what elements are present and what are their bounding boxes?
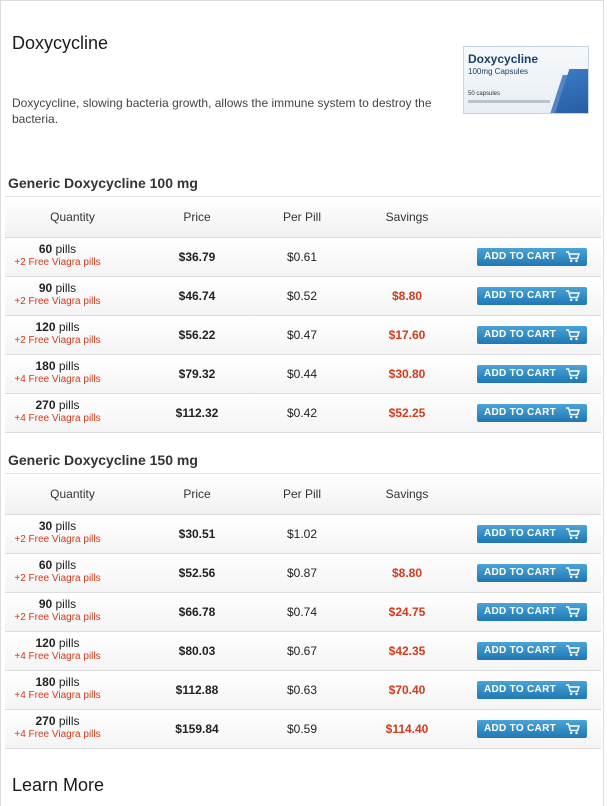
add-to-cart-label: ADD TO CART: [484, 723, 557, 734]
add-to-cart-button[interactable]: [477, 603, 587, 621]
quantity-cell: [5, 675, 110, 702]
bonus-offer: +2 Free Viagra pills: [14, 573, 101, 584]
pill-unit: pills: [55, 398, 80, 412]
shopping-cart-icon: [566, 528, 580, 540]
quantity-text: [5, 558, 110, 572]
per-pill-cell: $0.42: [286, 406, 318, 420]
shopping-cart-icon: [566, 368, 580, 380]
table-row: [5, 710, 601, 749]
table-row: [5, 277, 601, 316]
shopping-cart-icon: [566, 723, 580, 735]
pill-unit: pills: [55, 675, 80, 689]
price-cell: $56.22: [178, 328, 216, 342]
pill-count: 90: [38, 597, 53, 611]
price-cell: $112.88: [175, 683, 219, 697]
add-to-cart-button[interactable]: [477, 642, 587, 660]
add-to-cart-label: ADD TO CART: [484, 645, 557, 656]
shopping-cart-icon: [566, 329, 580, 341]
quantity-text: [5, 398, 110, 412]
header-per-pill: Per Pill: [282, 210, 321, 224]
price-table-100mg: [5, 196, 601, 433]
price-cell: $30.51: [178, 527, 216, 541]
table-row: [5, 632, 601, 671]
pill-count: 270: [35, 714, 56, 728]
section-title-100mg: Generic Doxycycline 100 mg: [8, 175, 198, 191]
shopping-cart-icon: [566, 251, 580, 263]
pill-unit: pills: [55, 320, 80, 334]
shopping-cart-icon: [566, 290, 580, 302]
price-cell: $46.74: [178, 289, 216, 303]
per-pill-cell: $0.74: [286, 605, 318, 619]
price-cell: $52.56: [178, 566, 216, 580]
price-cell: $36.79: [178, 250, 216, 264]
add-to-cart-label: ADD TO CART: [484, 407, 557, 418]
header-price: Price: [183, 487, 211, 501]
package-fine-print: [468, 100, 550, 103]
per-pill-cell: $0.47: [286, 328, 318, 342]
quantity-text: [5, 359, 110, 373]
per-pill-cell: $0.44: [286, 367, 318, 381]
add-to-cart-button[interactable]: [477, 404, 587, 422]
add-to-cart-label: ADD TO CART: [484, 329, 557, 340]
pill-count: 270: [35, 398, 56, 412]
header-quantity: Quantity: [50, 210, 95, 224]
add-to-cart-button[interactable]: [477, 365, 587, 383]
pill-unit: pills: [52, 242, 77, 256]
table-row: [5, 515, 601, 554]
per-pill-cell: $0.52: [286, 289, 318, 303]
pill-count: 90: [38, 281, 53, 295]
pill-count: 180: [35, 359, 56, 373]
savings-cell: $8.80: [391, 566, 423, 580]
quantity-text: [5, 636, 110, 650]
add-to-cart-button[interactable]: [477, 720, 587, 738]
quantity-cell: [5, 398, 110, 425]
pill-count: 60: [38, 242, 53, 256]
bonus-offer: +4 Free Viagra pills: [14, 651, 101, 662]
savings-cell: $70.40: [388, 683, 426, 697]
add-to-cart-label: ADD TO CART: [484, 567, 557, 578]
savings-cell: $24.75: [388, 605, 426, 619]
pill-unit: pills: [52, 281, 77, 295]
pill-unit: pills: [55, 359, 80, 373]
add-to-cart-label: ADD TO CART: [484, 528, 557, 539]
header-per-pill: Per Pill: [282, 487, 321, 501]
quantity-text: [5, 714, 110, 728]
shopping-cart-icon: [566, 606, 580, 618]
savings-cell: $8.80: [391, 289, 423, 303]
pill-unit: pills: [52, 519, 77, 533]
header-savings: Savings: [385, 487, 429, 501]
add-to-cart-label: ADD TO CART: [484, 251, 557, 262]
table-header: [5, 473, 601, 515]
quantity-cell: [5, 320, 110, 347]
pill-count: 120: [35, 320, 56, 334]
header-quantity: Quantity: [50, 487, 95, 501]
table-row: [5, 238, 601, 277]
price-cell: $159.84: [175, 722, 219, 736]
product-image: [463, 46, 589, 114]
savings-cell: $52.25: [388, 406, 426, 420]
pill-unit: pills: [55, 714, 80, 728]
shopping-cart-icon: [566, 567, 580, 579]
price-cell: $112.32: [175, 406, 219, 420]
package-dose: 100mg Capsules: [468, 67, 529, 76]
quantity-cell: [5, 597, 110, 624]
table-row: [5, 671, 601, 710]
quantity-cell: [5, 281, 110, 308]
bonus-offer: +2 Free Viagra pills: [14, 296, 101, 307]
per-pill-cell: $0.87: [286, 566, 318, 580]
quantity-text: [5, 675, 110, 689]
add-to-cart-button[interactable]: [477, 287, 587, 305]
pill-count: 180: [35, 675, 56, 689]
header-savings: Savings: [385, 210, 429, 224]
per-pill-cell: $0.61: [286, 250, 318, 264]
per-pill-cell: $0.63: [286, 683, 318, 697]
price-cell: $66.78: [178, 605, 216, 619]
shopping-cart-icon: [566, 684, 580, 696]
quantity-text: [5, 320, 110, 334]
table-row: [5, 316, 601, 355]
bonus-offer: +4 Free Viagra pills: [14, 413, 101, 424]
shopping-cart-icon: [566, 407, 580, 419]
per-pill-cell: $1.02: [286, 527, 318, 541]
product-description: Doxycycline, slowing bacteria growth, allows the immune system to destroy the bacteria.: [12, 96, 432, 126]
per-pill-cell: $0.59: [286, 722, 318, 736]
add-to-cart-label: ADD TO CART: [484, 606, 557, 617]
pill-count: 120: [35, 636, 56, 650]
savings-cell: $30.80: [388, 367, 426, 381]
quantity-text: [5, 281, 110, 295]
bonus-offer: +2 Free Viagra pills: [14, 257, 101, 268]
per-pill-cell: $0.67: [286, 644, 318, 658]
add-to-cart-button[interactable]: [477, 326, 587, 344]
table-row: [5, 394, 601, 433]
add-to-cart-button[interactable]: [477, 248, 587, 266]
pill-unit: pills: [52, 597, 77, 611]
quantity-cell: [5, 636, 110, 663]
savings-cell: $42.35: [388, 644, 426, 658]
product-title: Doxycycline: [12, 33, 109, 53]
quantity-cell: [5, 714, 110, 741]
table-header: [5, 196, 601, 238]
add-to-cart-label: ADD TO CART: [484, 368, 557, 379]
pill-unit: pills: [55, 636, 80, 650]
savings-cell: $17.60: [388, 328, 426, 342]
bonus-offer: +2 Free Viagra pills: [14, 534, 101, 545]
bonus-offer: +4 Free Viagra pills: [14, 690, 101, 701]
pill-count: 30: [38, 519, 53, 533]
quantity-cell: [5, 519, 110, 546]
add-to-cart-button[interactable]: [477, 525, 587, 543]
price-table-150mg: [5, 473, 601, 749]
table-row: [5, 355, 601, 394]
savings-cell: $114.40: [385, 722, 429, 736]
add-to-cart-label: ADD TO CART: [484, 290, 557, 301]
quantity-text: [5, 519, 110, 533]
bonus-offer: +4 Free Viagra pills: [14, 729, 101, 740]
pill-count: 60: [38, 558, 53, 572]
add-to-cart-label: ADD TO CART: [484, 684, 557, 695]
package-name: Doxycycline: [468, 52, 539, 66]
quantity-text: [5, 597, 110, 611]
bonus-offer: +2 Free Viagra pills: [14, 612, 101, 623]
add-to-cart-button[interactable]: [477, 681, 587, 699]
price-cell: $80.03: [178, 644, 216, 658]
quantity-cell: [5, 359, 110, 386]
add-to-cart-button[interactable]: [477, 564, 587, 582]
quantity-text: [5, 242, 110, 256]
section-title-150mg: Generic Doxycycline 150 mg: [8, 452, 198, 468]
package-count: 50 capsules: [468, 91, 501, 97]
table-row: [5, 593, 601, 632]
table-row: [5, 554, 601, 593]
bonus-offer: +4 Free Viagra pills: [14, 374, 101, 385]
header-price: Price: [183, 210, 211, 224]
quantity-cell: [5, 558, 110, 585]
learn-more-heading: Learn More: [12, 775, 105, 795]
pill-unit: pills: [52, 558, 77, 572]
shopping-cart-icon: [566, 645, 580, 657]
price-cell: $79.32: [178, 367, 216, 381]
quantity-cell: [5, 242, 110, 269]
bonus-offer: +2 Free Viagra pills: [14, 335, 101, 346]
